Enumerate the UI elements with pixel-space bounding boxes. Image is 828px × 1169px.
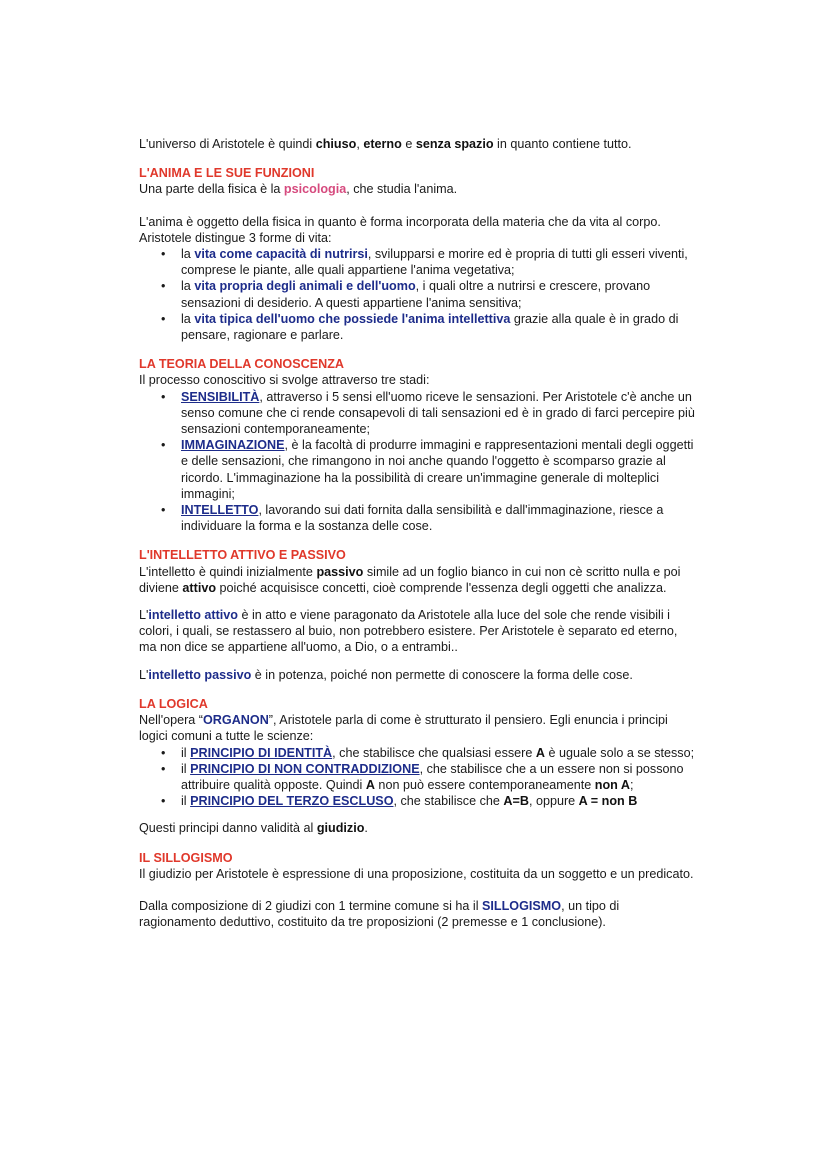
- text: la: [181, 279, 195, 294]
- text: , che stabilisce che: [393, 794, 504, 809]
- logica-list: [139, 745, 698, 810]
- text: la: [181, 311, 195, 326]
- text: in quanto contiene tutto.: [493, 137, 632, 151]
- bold-term: senza spazio: [415, 137, 494, 151]
- text: .: [364, 821, 368, 836]
- text: L': [139, 608, 149, 623]
- bold-term: eterno: [363, 137, 402, 151]
- bold-term: attivo: [182, 580, 217, 595]
- conoscenza-list: [139, 389, 698, 535]
- highlight-term: vita propria degli animali e dell'uomo: [194, 279, 416, 294]
- list-item: [181, 761, 698, 793]
- highlight-term: psicologia: [283, 182, 347, 197]
- text: , che stabilisce che qualsiasi essere: [332, 745, 536, 760]
- text: è uguale solo a se stesso;: [544, 745, 695, 760]
- text: grazie alla quale è in grado di pensare, ragionare e parlare.: [181, 311, 679, 343]
- heading-conoscenza: LA TEORIA DELLA CONOSCENZA: [139, 357, 344, 372]
- text: Dalla composizione di 2 giudizi con 1 termine comune si ha il: [139, 898, 483, 913]
- anima-paragraph-2: L'anima è oggetto della fisica in quanto è forma incorporata della materia che da vita al corpo. Aristotele distingue 3 forme di vita:: [139, 214, 661, 245]
- text: , lavorando sui dati fornita dalla sensibilità e dall'immaginazione, riesce a individuare la forma e la sostanza delle cose.: [181, 503, 664, 534]
- bold-term: A: [535, 745, 545, 760]
- highlight-term: PRINCIPIO DI NON CONTRADDIZIONE: [190, 761, 420, 776]
- heading-logica: LA LOGICA: [139, 696, 208, 711]
- text: , un tipo di ragionamento deduttivo, costituito da tre proposizioni (2 premesse e 1 conclusione).: [139, 898, 620, 930]
- text: poiché acquisisce concetti, cioè comprende l'essenza degli oggetti che analizza.: [216, 580, 667, 595]
- text: non può essere contemporaneamente: [374, 777, 595, 792]
- highlight-term: vita come capacità di nutrirsi: [194, 247, 368, 262]
- intelletto-paragraph-2: [139, 607, 698, 656]
- highlight-term: SENSIBILITÀ: [181, 389, 260, 404]
- text: L'intelletto è quindi inizialmente: [139, 564, 317, 579]
- bold-term: A=B: [503, 794, 529, 809]
- highlight-term: INTELLETTO: [181, 503, 259, 518]
- highlight-term: PRINCIPIO DEL TERZO ESCLUSO: [190, 794, 394, 809]
- text: ”, Aristotele parla di come è strutturato il pensiero. Egli enuncia i principi logici comuni a tutte le scienze:: [139, 713, 668, 744]
- text: L'universo di Aristotele è quindi: [139, 137, 316, 151]
- text: ,: [356, 137, 364, 151]
- highlight-term: PRINCIPIO DI IDENTITÀ: [190, 745, 333, 760]
- highlight-term: vita tipica dell'uomo che possiede l'anima intellettiva: [194, 311, 511, 326]
- heading-anima: L'ANIMA E LE SUE FUNZIONI: [139, 166, 315, 181]
- intro-paragraph: [139, 136, 698, 152]
- anima-list: [139, 246, 698, 343]
- intelletto-paragraph-1: [139, 564, 698, 596]
- text: Nell'opera “: [139, 713, 204, 728]
- text: , svilupparsi e morire ed è propria di tutti gli esseri viventi, comprese le piante, alle quali appartiene l'anima vegetativa;: [181, 247, 688, 278]
- text: simile ad un foglio bianco in cui non cè scritto nulla e poi diviene: [139, 564, 681, 595]
- text: , i quali oltre a nutrirsi e crescere, provano sensazioni di desiderio. A questi appartiene l'anima sensitiva;: [181, 279, 651, 310]
- bold-term: chiuso: [315, 137, 357, 151]
- highlight-term: IMMAGINAZIONE: [181, 438, 285, 453]
- list-item: [181, 389, 698, 438]
- conoscenza-paragraph: Il processo conoscitivo si svolge attraverso tre stadi:: [139, 373, 430, 388]
- logica-paragraph-2: [139, 820, 698, 836]
- text: ;: [630, 777, 634, 792]
- anima-paragraph: [139, 181, 698, 197]
- list-item: [181, 278, 698, 310]
- bold-term: passivo: [316, 564, 364, 579]
- highlight-term: intelletto attivo: [148, 608, 238, 623]
- text: , che studia l'anima.: [346, 182, 458, 197]
- text: è in potenza, poiché non permette di conoscere la forma delle cose.: [251, 667, 633, 682]
- text: Una parte della fisica è la: [139, 182, 284, 197]
- text: il: [181, 761, 191, 776]
- list-item: [181, 793, 698, 809]
- text: il: [181, 794, 191, 809]
- list-item: [181, 311, 698, 343]
- sillogismo-paragraph-1: Il giudizio per Aristotele è espressione di una proposizione, costituita da un soggetto e un predicato.: [139, 866, 694, 881]
- text: L': [139, 667, 149, 682]
- logica-paragraph: [139, 712, 698, 744]
- text: il: [181, 745, 191, 760]
- list-item: [181, 502, 698, 534]
- text: la: [181, 247, 195, 262]
- text: Questi principi danno validità al: [139, 821, 317, 836]
- heading-intelletto: L'INTELLETTO ATTIVO E PASSIVO: [139, 548, 346, 563]
- text: , attraverso i 5 sensi ell'uomo riceve le sensazioni. Per Aristotele c'è anche un senso comune che ci rende consapevoli di tali sensazioni ed è in grado di farci percepire più sensazioni contemporaneamente;: [181, 389, 695, 437]
- sillogismo-paragraph-2: [139, 898, 698, 930]
- text: , oppure: [528, 794, 579, 809]
- list-item: [181, 246, 698, 278]
- heading-sillogismo: IL SILLOGISMO: [139, 850, 233, 865]
- text: è in atto e viene paragonato da Aristotele alla luce del sole che rende visibili i colori, i quali, se restassero al buio, non potrebbero esistere. Per Aristotele è separato ed eterno, ma non dice se appartiene all'uomo, a Dio, o a entrambi..: [139, 608, 678, 655]
- bold-term: non A: [594, 777, 630, 792]
- intelletto-paragraph-3: [139, 667, 698, 683]
- list-item: [181, 437, 698, 502]
- highlight-term: intelletto passivo: [148, 667, 252, 682]
- bold-term: A: [365, 777, 375, 792]
- bold-term: giudizio: [316, 821, 365, 836]
- text: e: [401, 137, 416, 151]
- bold-term: A = non B: [578, 794, 638, 809]
- highlight-term: ORGANON: [203, 713, 269, 728]
- list-item: [181, 745, 698, 761]
- highlight-term: SILLOGISMO: [482, 898, 562, 913]
- text: , che stabilisce che a un essere non si possono attribuire qualità opposte. Quindi: [181, 761, 684, 792]
- text: , è la facoltà di produrre immagini e rappresentazioni mentali degli oggetti e delle sensazioni, che rimangono in noi anche quando l'oggetto è scomparso grazie al ricordo. L'immaginazione ha la possibilità di creare un'immagine generale di molteplici immagini;: [181, 438, 694, 501]
